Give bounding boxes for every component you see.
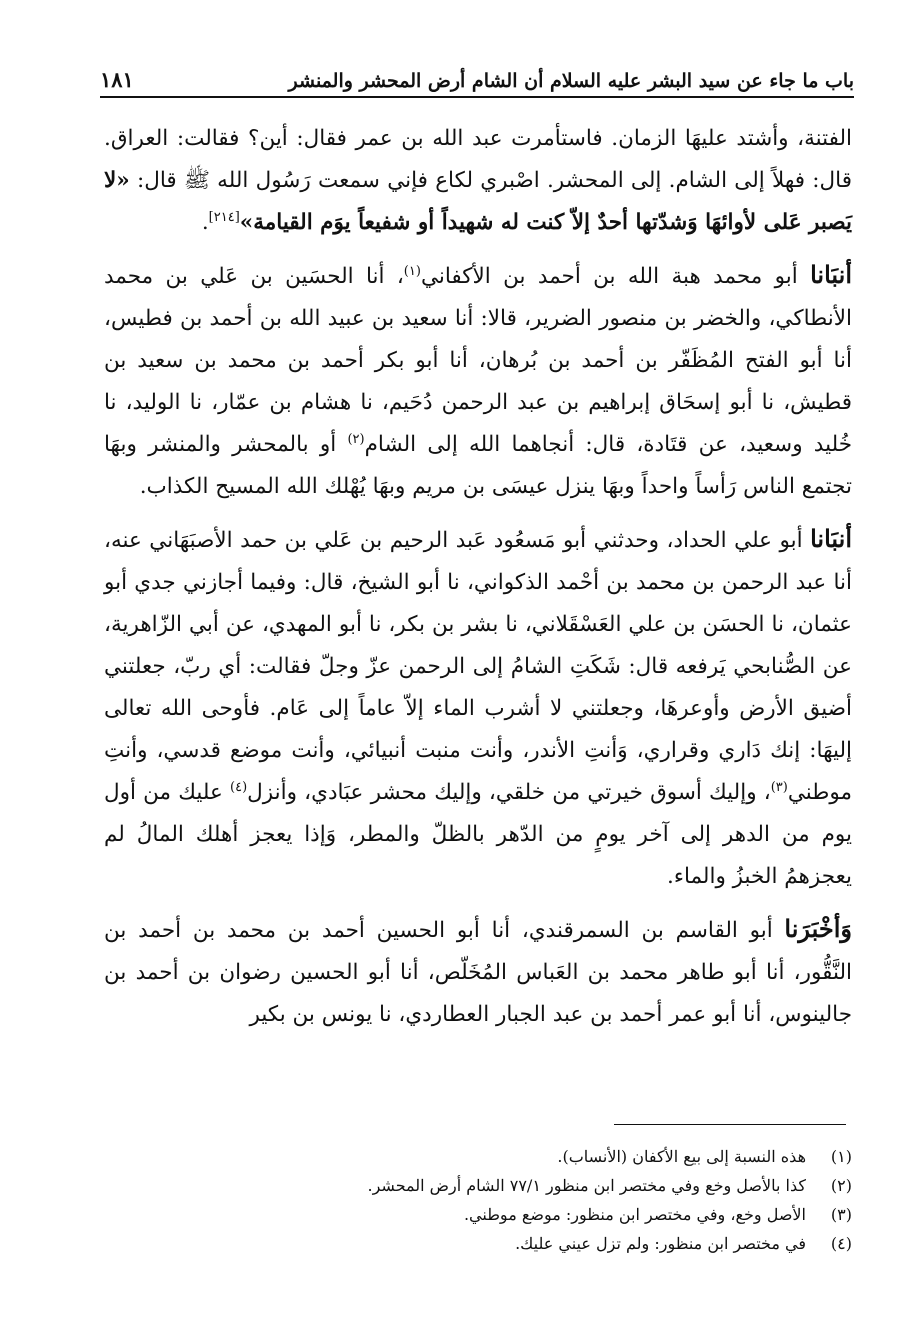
footnote bbox=[300, 1142, 852, 1171]
footnote-text: هذه النسبة إلى بيع الأكفان (الأنساب). bbox=[557, 1147, 806, 1166]
paragraph-1 bbox=[104, 118, 852, 244]
footnote-ref-4[interactable]: (٤) bbox=[230, 779, 248, 795]
paragraph-4 bbox=[104, 908, 852, 1036]
main-text bbox=[104, 118, 852, 1036]
footnote-text: الأصل وخع، وفي مختصر ابن منظور: موضع موطني. bbox=[463, 1205, 806, 1224]
footnote-ref-1[interactable]: (١) bbox=[403, 263, 421, 279]
footnote bbox=[300, 1200, 852, 1229]
footnote-separator bbox=[614, 1124, 846, 1125]
running-title: باب ما جاء عن سيد البشر عليه السلام أن الشام أرض المحشر والمنشر bbox=[288, 70, 854, 92]
footnote-number: (١) bbox=[830, 1147, 852, 1166]
running-header bbox=[100, 58, 854, 92]
paragraph-3-lead: أنبَانا bbox=[810, 524, 852, 553]
paragraph-3-text-b: ، وإليك أسوق خيرتي من خلقي، وإليك محشر عبَادي، وأنزل bbox=[247, 780, 771, 805]
footnote-text: في مختصر ابن منظور: ولم تزل عيني عليك. bbox=[515, 1234, 806, 1253]
paragraph-2-text-b: ، أنا الحسَين بن عَلي بن محمد الأنطاكي، والخضر بن منصور الضرير، قالا: أنا سعيد بن عبيد الله بن أحمد بن فطيس، أنا أبو الفتح المُظَفّر بن أحمد بن بُرهان، أنا أبو بكر أحمد بن محمد بن سعيد بن قطيش، نا أبو إسحَاق إبراهيم بن عبد الرحمن دُحَيم، نا هشام بن عمّار، نا الوليد، نا خُليد وسعيد، عن قتَادة، قال: أنجاهما الله إلى الشام bbox=[104, 264, 852, 457]
paragraph-3-text-a: أبو علي الحداد، وحدثني أبو مَسعُود عَبد الرحيم بن عَلي بن حمد الأصبَهَاني عنه، أنا عبد الرحمن بن محمد بن أحْمد الذكواني، نا أبو الشيخ، قال: وفيما أجازني جدي أبو عثمان، نا الحسَن بن علي العَسْقَلاني، نا بشر بن بكر، نا أبو المهدي، عن أبي الزّاهرية، عن الصُّنابحي يَرفعه قال: شَكَتِ الشامُ إلى الرحمن عزّ وجلّ فقالت: أي ربّ، جعلتني أضيق الأرض وأوعرهَا، وجعلتني لا أشرب الماء إلاّ عاماً إلى عَام. فأوحى الله تعالى إليهَا: إنك دَاري وقراري، وَأنتِ الأندر، وأنت منبت أنبيائي، وأنت موضع قدسي، وأنتِ موطني bbox=[104, 528, 853, 805]
footnote-text: كذا بالأصل وخع وفي مختصر ابن منظور ٧٧/١ الشام أرض المحشر. bbox=[367, 1176, 806, 1195]
footnote-ref-2[interactable]: (٢) bbox=[347, 431, 365, 447]
paragraph-2 bbox=[104, 254, 852, 508]
paragraph-2-text-c: أو بالمحشر والمنشر وبهَا تجتمع الناس رَأساً واحداً وبهَا ينزل عيسَى بن مريم وبهَا يُهْلك الله المسيح الكذاب. bbox=[104, 432, 852, 499]
paragraph-3-text-c: عليك من أول يوم من الدهر إلى آخر يومٍ من الدّهر بالظلّ والمطر، وَإذا يعجز أهلك المالُ لم يعجزهمُ الخبزُ والماء. bbox=[104, 780, 852, 889]
paragraph-1-text: الفتنة، وأشتد عليهَا الزمان. فاستأمرت عبد الله بن عمر فقال: أين؟ فقالت: العراق. قال: فهلاً إلى الشام. إلى المحشر. اصْبري لكاع فإني سمعت رَسُول الله ﷺ قال: bbox=[104, 126, 852, 193]
hadith-quote: «لا يَصبر عَلى لأوائهَا وَشدّتها أحدٌ إلاّ كنت له شهيداً أو شفيعاً يوَم القيامة» bbox=[104, 168, 852, 235]
paragraph-4-text-a: أبو القاسم بن السمرقندي، أنا أبو الحسين أحمد بن محمد بن أحمد بن النَّقُّور، أنا أبو طاهر محمد بن العَباس المُخَلّص، أنا أبو الحسين رضوان بن أحمد بن جالينوس، أنا أبو عمر أحمد بن عبد الجبار العطاردي، نا يونس بن بكير bbox=[104, 918, 852, 1027]
header-rule bbox=[100, 96, 854, 98]
paragraph-1-end: . bbox=[201, 210, 209, 235]
paragraph-4-lead: وَأخْبَرَنا bbox=[784, 914, 852, 943]
paragraph-3 bbox=[104, 518, 852, 898]
footnote-number: (٣) bbox=[830, 1205, 852, 1224]
footnote-number: (٢) bbox=[830, 1176, 852, 1195]
footnotes bbox=[300, 1142, 852, 1258]
paragraph-2-text-a: أبو محمد هبة الله بن أحمد بن الأكفاني bbox=[420, 264, 811, 289]
hadith-number: [٢١٤] bbox=[208, 209, 240, 225]
paragraph-2-lead: أنبَانا bbox=[810, 260, 852, 289]
page-number: ١٨١ bbox=[100, 67, 134, 92]
footnote-ref-3[interactable]: (٣) bbox=[770, 779, 788, 795]
footnote bbox=[300, 1171, 852, 1200]
footnote bbox=[300, 1229, 852, 1258]
footnote-number: (٤) bbox=[830, 1234, 852, 1253]
